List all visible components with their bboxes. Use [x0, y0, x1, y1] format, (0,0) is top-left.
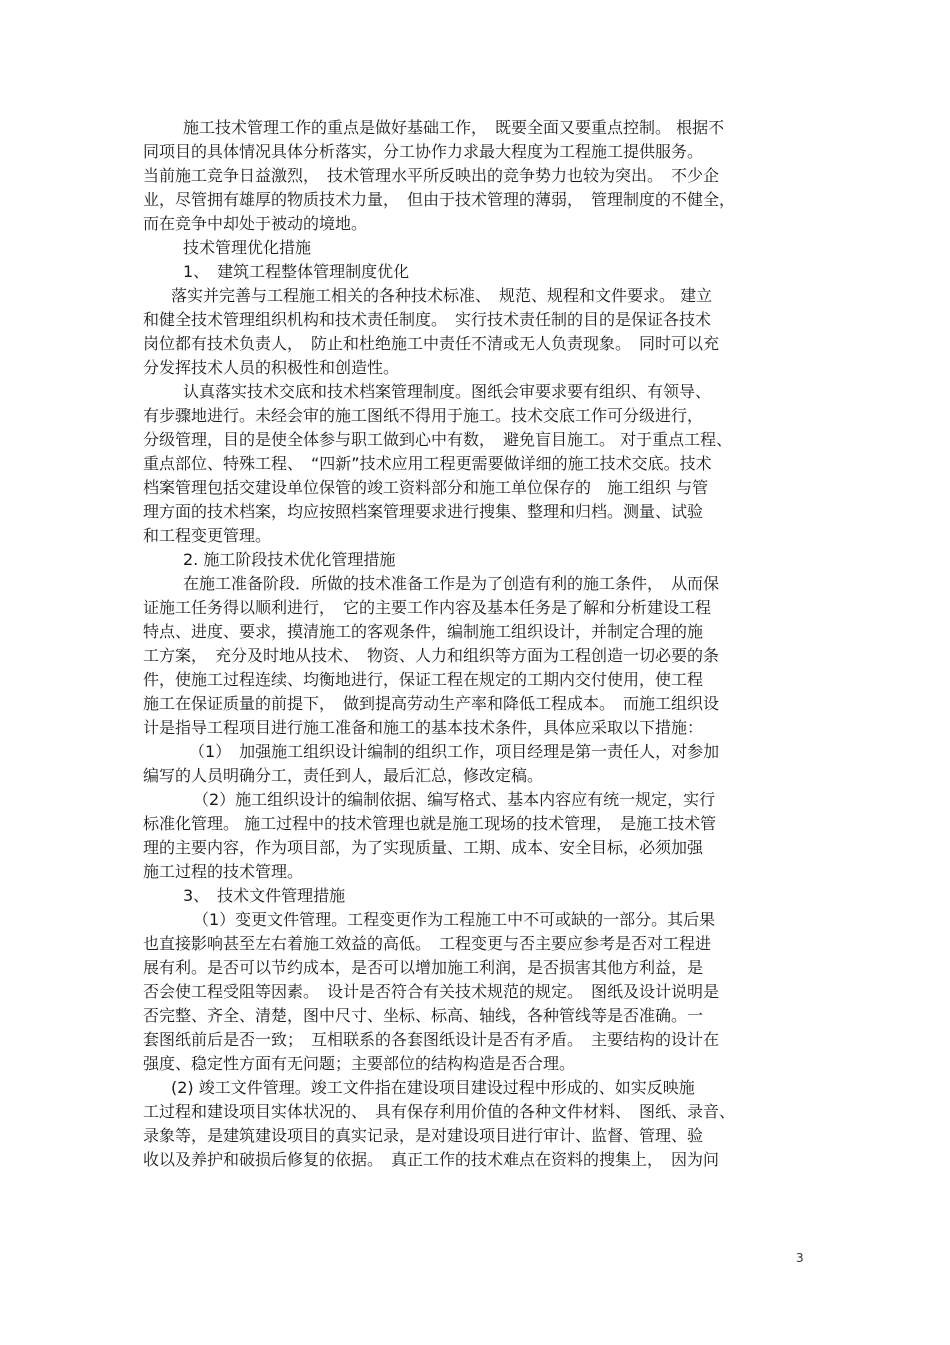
text-line: 否完整、齐全、清楚，图中尺寸、坐标、标高、轴线，各种管线等是否准确。一 [143, 1006, 704, 1025]
text-line: 强度、稳定性方面有无问题；主要部位的结构构造是否合理。 [143, 1054, 576, 1073]
text-line: （2）施工组织设计的编制依据、编写格式、基本内容应有统一规定，实行 [193, 790, 716, 809]
text-line: 技术管理优化措施 [183, 238, 312, 257]
text-line: 也直接影响甚至左右着施工效益的高低。 工程变更与否主要应参考是否对工程进 [143, 934, 712, 953]
text-line: 在施工准备阶段．所做的技术准备工作是为了创造有利的施工条件， 从而保 [183, 574, 720, 593]
text-line: 岗位都有技术负责人， 防止和杜绝施工中责任不清或无人负责现象。 同时可以充 [143, 334, 720, 353]
text-line: 编写的人员明确分工，责任到人，最后汇总，修改定稿。 [143, 766, 544, 785]
text-line: 业，尽管拥有雄厚的物质技术力量， 但由于技术管理的薄弱， 管理制度的不健全， [143, 190, 736, 209]
text-line: 施工过程的技术管理。 [143, 862, 304, 881]
text-line: 施工技术管理工作的重点是做好基础工作， 既要全面又要重点控制。 根据不 [183, 118, 725, 137]
page-number: 3 [796, 1251, 804, 1265]
text-line: 套图纸前后是否一致； 互相联系的各套图纸设计是否有矛盾。 主要结构的设计在 [143, 1030, 720, 1049]
text-line: 分发挥技术人员的积极性和创造性。 [143, 358, 400, 377]
text-line: 特点、进度、要求，摸清施工的客观条件，编制施工组织设计，并制定合理的施 [143, 622, 704, 641]
text-line: 落实并完善与工程施工相关的各种技术标准、 规范、规程和文件要求。 建立 [171, 286, 713, 305]
text-line: 工过程和建设项目实体状况的、 具有保存利用价值的各种文件材料、 图纸、录音、 [143, 1102, 736, 1121]
text-line: 收以及养护和破损后修复的依据。 真正工作的技术难点在资料的搜集上， 因为问 [143, 1150, 720, 1169]
text-line: 件，使施工过程连续、均衡地进行，保证工程在规定的工期内交付使用，使工程 [143, 670, 704, 689]
text-line: 展有利。是否可以节约成本，是否可以增加施工利润，是否损害其他方利益，是 [143, 958, 704, 977]
text-line: 计是指导工程项目进行施工准备和施工的基本技术条件，具体应采取以下措施： [143, 718, 704, 737]
document-body [143, 116, 815, 1172]
text-line: 理方面的技术档案，均应按照档案管理要求进行搜集、整理和归档。测量、试验 [143, 502, 704, 521]
text-line: 2. 施工阶段技术优化管理措施 [183, 550, 396, 569]
text-line: 有步骤地进行。未经会审的施工图纸不得用于施工。技术交底工作可分级进行， [143, 406, 704, 425]
text-line: 同项目的具体情况具体分析落实，分工协作力求最大程度为工程施工提供服务。 [143, 142, 704, 161]
text-line: 否会使工程受阻等因素。 设计是否符合有关技术规范的规定。 图纸及设计说明是 [143, 982, 720, 1001]
text-line: (2) 竣工文件管理。竣工文件指在建设项目建设过程中形成的、如实反映施 [171, 1078, 695, 1097]
text-line: 和健全技术管理组织机构和技术责任制度。 实行技术责任制的目的是保证各技术 [143, 310, 712, 329]
text-line: 施工在保证质量的前提下， 做到提高劳动生产率和降低工程成本。 而施工组织设 [143, 694, 720, 713]
text-line: 重点部位、特殊工程、 “四新”技术应用工程更需要做详细的施工技术交底。技术 [143, 454, 712, 473]
text-line: （1） 加强施工组织设计编制的组织工作，项目经理是第一责任人，对参加 [189, 742, 720, 761]
text-line: 认真落实技术交底和技术档案管理制度。图纸会审要求要有组织、有领导、 [183, 382, 712, 401]
text-line: 理的主要内容，作为项目部，为了实现质量、工期、成本、安全目标，必须加强 [143, 838, 704, 857]
text-line: 录象等，是建筑建设项目的真实记录，是对建设项目进行审计、监督、管理、验 [143, 1126, 704, 1145]
text-line: 而在竞争中却处于被动的境地。 [143, 214, 368, 233]
text-line: 标准化管理。 施工过程中的技术管理也就是施工现场的技术管理， 是施工技术管 [143, 814, 717, 833]
text-line: 和工程变更管理。 [143, 526, 272, 545]
text-line: （1）变更文件管理。工程变更作为工程施工中不可或缺的一部分。其后果 [193, 910, 716, 929]
text-line: 3、 技术文件管理措施 [183, 886, 346, 905]
text-line: 证施工任务得以顺利进行， 它的主要工作内容及基本任务是了解和分析建设工程 [143, 598, 712, 617]
text-line: 档案管理包括交建设单位保管的竣工资料部分和施工单位保存的 施工组织 与管 [143, 478, 709, 497]
text-line: 分级管理，目的是使全体参与职工做到心中有数， 避免盲目施工。 对于重点工程、 [143, 430, 733, 449]
text-line: 1、 建筑工程整体管理制度优化 [183, 262, 410, 281]
text-line: 工方案， 充分及时地从技术、 物资、人力和组织等方面为工程创造一切必要的条 [143, 646, 720, 665]
text-line: 当前施工竞争日益激烈， 技术管理水平所反映出的竞争势力也较为突出。 不少企 [143, 166, 720, 185]
